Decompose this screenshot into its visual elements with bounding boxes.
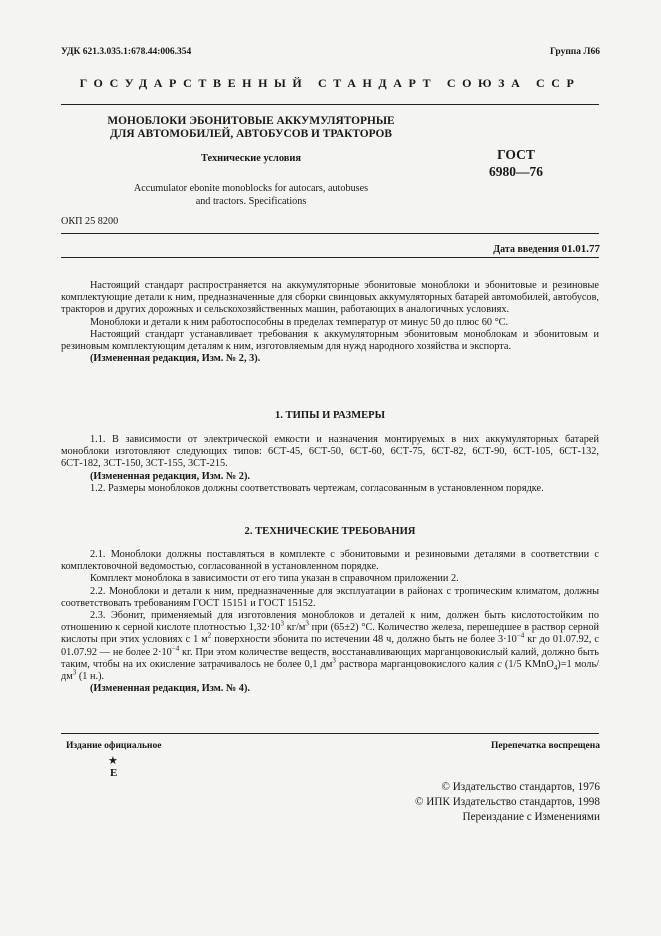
intro-date-label: Дата введения — [493, 244, 559, 255]
intro-amendment: (Измененная редакция, Изм. № 2, 3). — [90, 353, 261, 365]
clause-2-1-kit: Комплект моноблока в зависимости от его типа указан в справочном приложении 2. — [90, 573, 459, 585]
copyright-1998: © ИПК Издательство стандартов, 1998 — [414, 796, 600, 808]
intro-paragraph-3: Настоящий стандарт устанавливает требования к аккумуляторным эбонитовым моноблокам и эбонитовым и резиновым комплектующим деталям к ним, изготовляемым для нужд народного хозяйства и экспорта. — [61, 328, 599, 353]
edition-letter: Е — [110, 767, 118, 779]
document-subtitle: Технические условия — [201, 153, 301, 164]
english-title-line-2: and tractors. Specifications — [195, 196, 307, 207]
clause-1-1-amendment: (Измененная редакция, Изм. № 2). — [90, 470, 250, 482]
title-line-2: ДЛЯ АВТОМОБИЛЕЙ, АВТОБУСОВ И ТРАКТОРОВ — [110, 128, 392, 140]
clause-2-3: 2.3. Эбонит, применяемый для изготовления моноблоков и деталей к ним, должен быть кислотостойким по отношению к серной кислоте плотностью $1,32\cdot 10^3$ $кг/м^3$ при (65±2) °С. Количество железа, перешедшее в раствор серной кислоты при этих условиях с 1 $м^2$ поверхности эбонита по истечении 48 ч, должно быть не более $3\cdot 10^{-4}$ кг до 01.07.92, с 01.07.92 — не более $2\cdot 10^{-4}$ кг. При этом количестве веществ, восстанавливающих марганцовокислый калий, должно быть таким, чтобы на их окисление затрачивалось не более 0,1 $дм^3$ раствора марганцовокислого калия с (1/5 KMnO$_4$)=1 моль/$дм^3$ (1 н.). — [61, 610, 600, 683]
intro-paragraph-1: Настоящий стандарт распространяется на аккумуляторные эбонитовые моноблоки и эбонитовые и резиновые комплектующие детали к ним, предназначенные для сборки свинцовых аккумуляторных батарей автомобилей, автобусов, тракторов и других дорожных и сельскохозяйственных машин, работающих в аналогичных условиях. — [61, 280, 599, 316]
section-2-text — [61, 549, 599, 695]
star-icon: ★ — [108, 755, 118, 767]
intro-date-value: 01.01.77 — [561, 243, 600, 255]
english-title-line-1: Accumulator ebonite monoblocks for autocars, autobuses — [133, 183, 369, 194]
gost-number: 6980—76 — [489, 164, 543, 179]
reprint-notice: Перепечатка воспрещена — [490, 741, 600, 751]
udk-code: УДК 621.3.035.1:678.44:006.354 — [61, 47, 192, 57]
section-1-heading: 1. ТИПЫ И РАЗМЕРЫ — [274, 410, 386, 421]
clause-1-1: 1.1. В зависимости от электрической емкости и назначения монтируемых в них аккумуляторных батарей моноблоки изготовляют следующих типов: 6СТ-45, 6СТ-50, 6СТ-60, 6СТ-75, 6СТ-82, 6СТ-90, 6СТ-105, 6СТ-132, 6СТ-182, 3СТ-150, 3СТ-155, 3СТ-215. — [61, 434, 599, 470]
copyright-block — [415, 780, 600, 825]
official-edition: Издание официальное — [66, 741, 162, 751]
clause-2-1: 2.1. Моноблоки должны поставляться в комплекте с эбонитовыми и резиновыми деталями в соответствии с комплектовочной ведомостью, согласованной в установленном порядке. — [61, 549, 599, 573]
clause-2-3-amendment: (Измененная редакция, Изм. № 4). — [90, 683, 250, 695]
title-divider — [61, 233, 599, 234]
reissue-note: Переиздание с Изменениями — [462, 811, 600, 823]
header-divider — [61, 104, 599, 105]
date-divider — [61, 257, 599, 258]
intro-text — [61, 280, 599, 365]
copyright-1976: © Издательство стандартов, 1976 — [441, 781, 600, 793]
clause-2-2: 2.2. Моноблоки и детали к ним, предназначенные для эксплуатации в районах с тропическим климатом, должны соответствовать требованиям ГОСТ 15151 и ГОСТ 15152. — [61, 585, 599, 609]
intro-paragraph-2: Моноблоки и детали к ним работоспособны в пределах температур от минус 50 до плюс 60 °С. — [90, 316, 509, 328]
section-2-heading: 2. ТЕХНИЧЕСКИЕ ТРЕБОВАНИЯ — [244, 526, 416, 537]
okp-code: ОКП 25 8200 — [61, 216, 119, 227]
section-1-text — [61, 434, 599, 495]
gost-designation — [476, 146, 556, 180]
standard-banner: ГОСУДАРСТВЕННЫЙ СТАНДАРТ СОЮЗА ССР — [79, 76, 581, 90]
document-title — [61, 115, 441, 141]
gost-label: ГОСТ — [497, 147, 535, 162]
footer-divider — [61, 733, 599, 734]
group-code: Группа Л66 — [549, 47, 600, 57]
clause-1-2: 1.2. Размеры моноблоков должны соответствовать чертежам, согласованным в установленном порядке. — [90, 482, 544, 494]
intro-date — [493, 243, 600, 255]
title-line-1: МОНОБЛОКИ ЭБОНИТОВЫЕ АККУМУЛЯТОРНЫЕ — [107, 115, 395, 127]
english-title — [61, 182, 441, 208]
